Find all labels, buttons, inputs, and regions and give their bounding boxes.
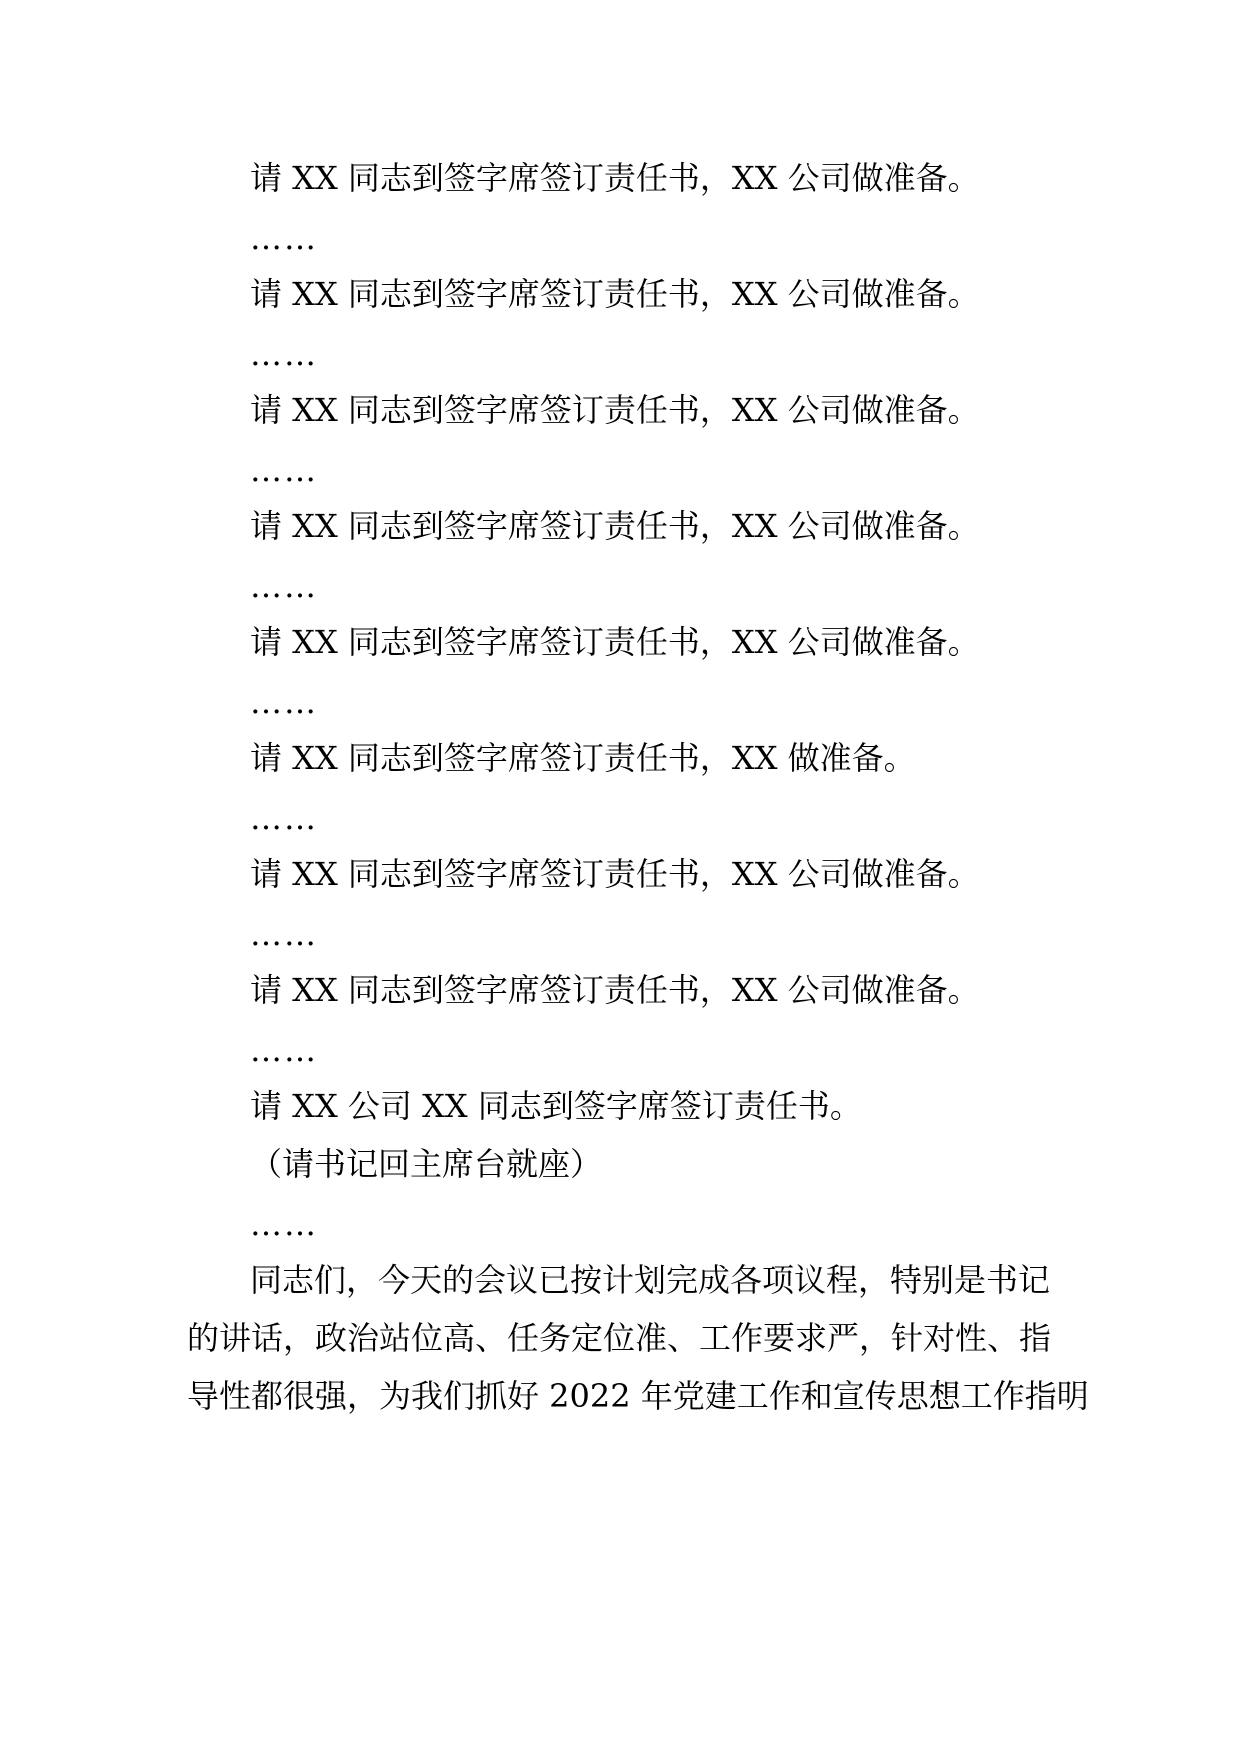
ellipsis-line: ……: [250, 915, 318, 953]
ellipsis-line: ……: [250, 1205, 318, 1243]
ellipsis-line: ……: [250, 799, 318, 837]
text-line: 请 XX 同志到签字席签订责任书，XX 公司做准备。: [250, 623, 980, 661]
text-line: 请 XX 同志到签字席签订责任书，XX 公司做准备。: [250, 275, 980, 313]
ellipsis-line: ……: [250, 567, 318, 605]
text-line: 请 XX 同志到签字席签订责任书，XX 公司做准备。: [250, 971, 980, 1009]
ellipsis-line: ……: [250, 451, 318, 489]
text-line: 请 XX 同志到签字席签订责任书，XX 做准备。: [250, 739, 916, 777]
paragraph-line: 同志们，今天的会议已按计划完成各项议程，特别是书记: [250, 1261, 1051, 1299]
paragraph-line: 的讲话，政治站位高、任务定位准、工作要求严，针对性、指: [187, 1319, 1052, 1357]
text-line: 请 XX 公司 XX 同志到签字席签订责任书。: [250, 1087, 862, 1125]
text-line: 请 XX 同志到签字席签订责任书，XX 公司做准备。: [250, 159, 980, 197]
ellipsis-line: ……: [250, 683, 318, 721]
text-line: 请 XX 同志到签字席签订责任书，XX 公司做准备。: [250, 391, 980, 429]
paragraph-line: 导性都很强，为我们抓好 2022 年党建工作和宣传思想工作指明: [187, 1377, 1089, 1415]
stage-direction: （请书记回主席台就座）: [250, 1145, 603, 1183]
ellipsis-line: ……: [250, 219, 318, 257]
ellipsis-line: ……: [250, 335, 318, 373]
text-line: 请 XX 同志到签字席签订责任书，XX 公司做准备。: [250, 855, 980, 893]
ellipsis-line: ……: [250, 1031, 318, 1069]
text-line: 请 XX 同志到签字席签订责任书，XX 公司做准备。: [250, 507, 980, 545]
